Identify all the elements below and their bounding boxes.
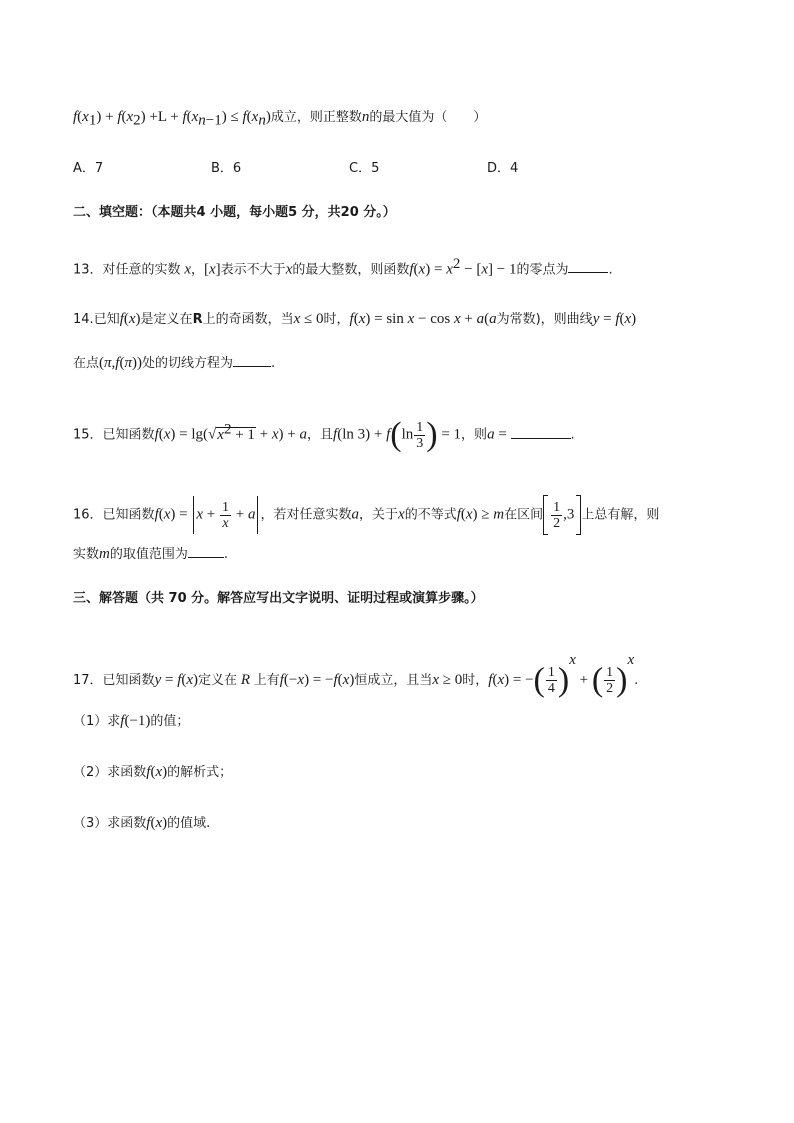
q12-var: n xyxy=(361,109,370,125)
choice-b[interactable]: B．6 xyxy=(211,161,242,176)
choice-c[interactable]: C．5 xyxy=(349,161,380,176)
question-16-line-2: 实数m的取值范围为 . xyxy=(73,543,228,565)
q15-number: 15． xyxy=(73,427,103,443)
q16-answer-blank[interactable] xyxy=(188,543,224,558)
question-16: 16．已知函数f(x) = x + $\frac{1}{x}$ + a ，若对任意实数a，关于x的不等式f(x) ≥ m在区间 $\frac{1}{2}$ ,3 上总有解，则 xyxy=(73,495,659,535)
q14-number: 14. xyxy=(73,312,94,327)
q14-answer-blank[interactable] xyxy=(233,352,271,367)
question-17: 17．已知函数y = f(x)定义在 R 上有f(−x) = −f(x)恒成立，且当x ≥ 0时，f(x) = −( $\frac{1}{4}$ )$^x$ + ( $\frac{1}{2}$ )$^x$. xyxy=(73,652,639,699)
choice-a[interactable]: A．7 xyxy=(73,161,104,176)
q15-answer-blank[interactable] xyxy=(511,424,571,439)
q12-text2: 的最大值为（ ） xyxy=(369,110,487,125)
q17-part-3: （3）求函数f(x)的值域. xyxy=(73,815,211,831)
section-3-title: 三、解答题（共 70 分。解答应写出文字说明、证明过程或演算步骤。） xyxy=(73,591,484,606)
q17-part-2: （2）求函数f(x)的解析式； xyxy=(73,764,233,780)
q12-choices xyxy=(73,159,625,179)
q12-text: 成立，则正整数 xyxy=(270,110,362,125)
question-14-line-2: 在点(π,f(π))处的切线方程为 . xyxy=(73,352,275,374)
q17-part-1: （1）求f(−1)的值； xyxy=(73,713,190,729)
section-2-title: 二、填空题：（本题共4 小题，每小题5 分，共20 分。） xyxy=(73,205,396,220)
question-15: 15．已知函数$f(x) = \lg(√x^2 + 1 + x) + a$，且f(ln 3) + f(ln $\frac{1}{3}$ ) = 1，则a = . xyxy=(73,416,575,453)
question-14: 14.已知f(x)是定义在R上的奇函数，当x ≤ 0时，f(x) = sin x − cos x + a(a为常数)，则曲线y = f(x) xyxy=(73,311,637,327)
q13-answer-blank[interactable] xyxy=(568,258,608,273)
choice-d[interactable]: D．4 xyxy=(487,161,519,176)
q12-condition-line: $f(x_1) + f(x_2) +L + f(x_{n-1}) \le f(x_n)$成立，则正整数n的最大值为（ ） xyxy=(73,109,487,129)
q13-number: 13． xyxy=(73,262,103,278)
q16-number: 16． xyxy=(73,507,103,523)
question-13: 13．对任意的实数 x，[x]表示不大于x的最大整数，则函数$f(x) = x^2 - [x] - 1$的零点为 . xyxy=(73,256,613,278)
q12-formula: f xyxy=(73,109,78,125)
q17-number: 17． xyxy=(73,673,103,688)
